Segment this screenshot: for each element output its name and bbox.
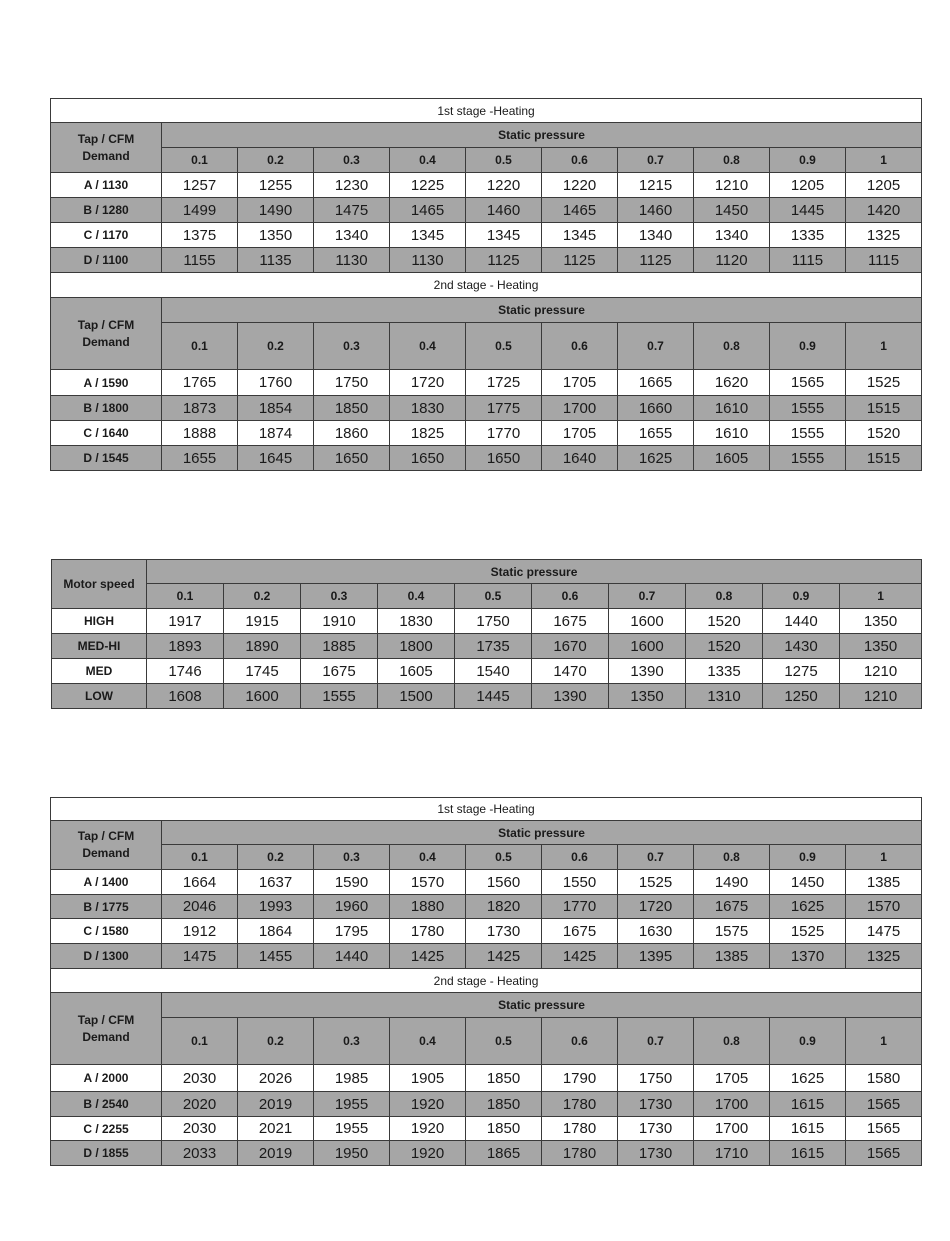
stage-2-title: 2nd stage - Heating (51, 969, 922, 993)
blower-table-2 (50, 797, 922, 1166)
table-row: C / 1580 1912 1864 1795 1780 1730 1675 1630 1575 1525 1475 (51, 919, 922, 944)
pressure-header-row: 0.1 0.2 0.3 0.4 0.5 0.6 0.7 0.8 0.9 1 (51, 1018, 922, 1065)
motor-speed-table (51, 559, 922, 709)
stage-1-title: 1st stage -Heating (51, 798, 922, 821)
static-pressure-header: Static pressure (147, 560, 922, 584)
static-pressure-header: Static pressure (162, 821, 922, 845)
table-row: B / 1775 2046 1993 1960 1880 1820 1770 1720 1675 1625 1570 (51, 895, 922, 919)
motor-speed-header: Motor speed (52, 560, 147, 609)
table-row: B / 2540 2020 2019 1955 1920 1850 1780 1730 1700 1615 1565 (51, 1092, 922, 1117)
pressure-header-row: 0.1 0.2 0.3 0.4 0.5 0.6 0.7 0.8 0.9 1 (51, 845, 922, 870)
pressure-header-row: 0.1 0.2 0.3 0.4 0.5 0.6 0.7 0.8 0.9 1 (51, 148, 922, 173)
pressure-header-row: 0.1 0.2 0.3 0.4 0.5 0.6 0.7 0.8 0.9 1 (52, 584, 922, 609)
tap-cfm-header: Tap / CFM Demand (51, 123, 162, 173)
pressure-header-row: 0.1 0.2 0.3 0.4 0.5 0.6 0.7 0.8 0.9 1 (51, 323, 922, 370)
table-row: MED-HI 1893 1890 1885 1800 1735 1670 1600 1520 1430 1350 (52, 634, 922, 659)
blower-table-1 (50, 98, 922, 471)
static-pressure-header: Static pressure (162, 298, 922, 323)
tap-cfm-header: Tap / CFM Demand (51, 993, 162, 1065)
table-row: D / 1100 1155 1135 1130 1130 1125 1125 1125 1120 1115 1115 (51, 248, 922, 273)
table-row: D / 1300 1475 1455 1440 1425 1425 1425 1395 1385 1370 1325 (51, 944, 922, 969)
tap-cfm-header: Tap / CFM Demand (51, 298, 162, 370)
table-row: A / 1590 1765 1760 1750 1720 1725 1705 1665 1620 1565 1525 (51, 370, 922, 396)
static-pressure-header: Static pressure (162, 993, 922, 1018)
table-row: A / 2000 2030 2026 1985 1905 1850 1790 1750 1705 1625 1580 (51, 1065, 922, 1092)
stage-2-title: 2nd stage - Heating (51, 273, 922, 298)
table-row: A / 1400 1664 1637 1590 1570 1560 1550 1525 1490 1450 1385 (51, 870, 922, 895)
table-row: D / 1545 1655 1645 1650 1650 1650 1640 1625 1605 1555 1515 (51, 446, 922, 471)
table-row: C / 2255 2030 2021 1955 1920 1850 1780 1730 1700 1615 1565 (51, 1117, 922, 1141)
table-row: LOW 1608 1600 1555 1500 1445 1390 1350 1310 1250 1210 (52, 684, 922, 709)
table-row: B / 1800 1873 1854 1850 1830 1775 1700 1660 1610 1555 1515 (51, 396, 922, 421)
table-row: D / 1855 2033 2019 1950 1920 1865 1780 1730 1710 1615 1565 (51, 1141, 922, 1166)
table-row: C / 1640 1888 1874 1860 1825 1770 1705 1655 1610 1555 1520 (51, 421, 922, 446)
table-row: B / 1280 1499 1490 1475 1465 1460 1465 1460 1450 1445 1420 (51, 198, 922, 223)
stage-1-title: 1st stage -Heating (51, 99, 922, 123)
table-row: A / 1130 1257 1255 1230 1225 1220 1220 1215 1210 1205 1205 (51, 173, 922, 198)
table-row: C / 1170 1375 1350 1340 1345 1345 1345 1340 1340 1335 1325 (51, 223, 922, 248)
static-pressure-header: Static pressure (162, 123, 922, 148)
tap-cfm-header: Tap / CFM Demand (51, 821, 162, 870)
table-row: HIGH 1917 1915 1910 1830 1750 1675 1600 1520 1440 1350 (52, 609, 922, 634)
table-row: MED 1746 1745 1675 1605 1540 1470 1390 1335 1275 1210 (52, 659, 922, 684)
